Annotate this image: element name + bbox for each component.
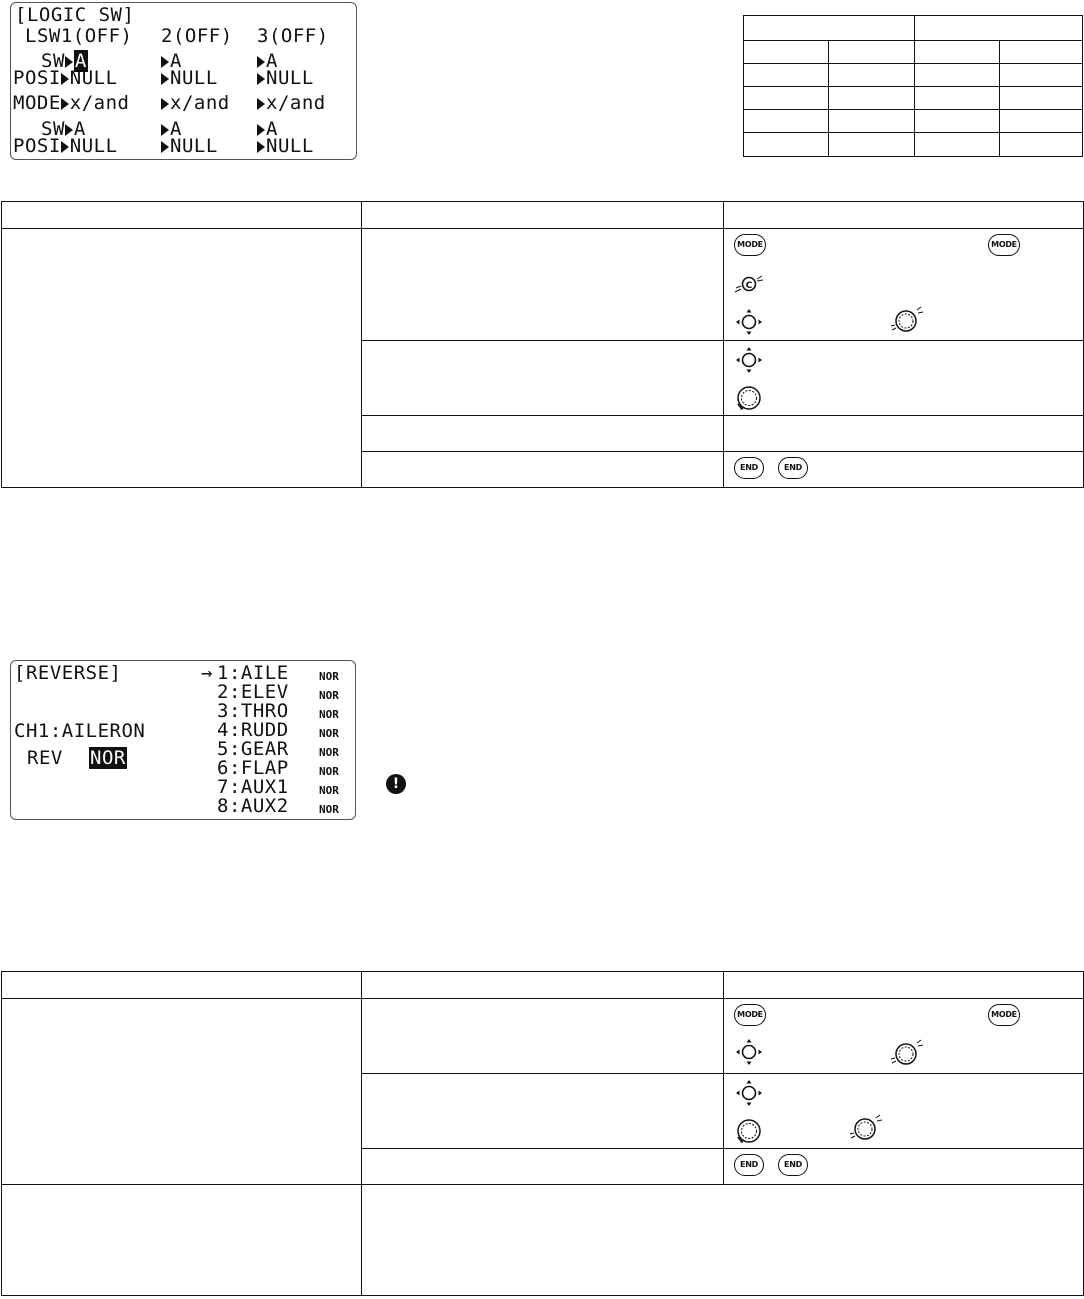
header-cell (724, 972, 1084, 999)
grid-cell (915, 110, 1000, 133)
sw2-value[interactable]: A (266, 118, 278, 140)
channel-name-label: CH1:AILERON (14, 720, 146, 742)
channel-item[interactable]: 1:AILE (217, 662, 289, 684)
step-cell (2, 1185, 362, 1296)
lsw2-header: 2(OFF) (161, 25, 233, 47)
end-button-icon: END (734, 457, 764, 479)
arrow-icon (161, 73, 169, 85)
mode-row (13, 94, 129, 113)
posi2-value[interactable]: NULL (170, 135, 218, 157)
mode-value[interactable]: x/and (266, 92, 326, 114)
grid-cell (744, 41, 829, 64)
operation-cell (724, 999, 1084, 1074)
sw1-value[interactable]: A (266, 50, 278, 72)
grid-cell (915, 87, 1000, 110)
step-cell (2, 229, 362, 488)
end-button-icon: END (778, 1154, 808, 1176)
posi1-col2 (161, 69, 218, 88)
channel-status: NOR (319, 727, 339, 740)
grid-cell (829, 133, 915, 157)
lsw3-header: 3(OFF) (257, 25, 329, 47)
arrow-icon (161, 98, 169, 110)
icon-row (724, 341, 1083, 378)
push-dial-icon (732, 271, 766, 297)
rotary-dial-icon (889, 1037, 925, 1067)
arrow-icon (257, 98, 265, 110)
posi-label: POSI (13, 135, 61, 157)
arrow-icon (257, 56, 265, 68)
channel-status: NOR (319, 765, 339, 778)
icon-row (724, 1036, 1083, 1073)
cursor-pad-icon (734, 1079, 764, 1107)
channel-status: NOR (319, 670, 339, 683)
rotary-dial-icon (734, 383, 764, 413)
grid-cell (744, 87, 829, 110)
header-cell (362, 202, 724, 229)
push-rotary-dial-icon (848, 1112, 884, 1142)
grid-cell (744, 16, 915, 41)
step-desc-cell (362, 1149, 724, 1185)
icon-row (724, 1111, 1083, 1148)
channel-item[interactable]: 8:AUX2 (217, 795, 289, 817)
mode-button-icon: MODE (734, 1004, 766, 1026)
arrow-icon (161, 124, 169, 136)
operation-cell (724, 452, 1084, 488)
grid-cell (744, 133, 829, 157)
operation-cell (724, 1074, 1084, 1149)
icon-row (724, 378, 1083, 415)
rev-value[interactable]: NOR (90, 747, 126, 769)
header-cell (362, 972, 724, 999)
grid-cell (1000, 110, 1083, 133)
mode-col3 (257, 94, 326, 113)
arrow-icon (61, 73, 69, 85)
grid-cell (915, 133, 1000, 157)
warning-icon: ! (386, 774, 406, 794)
cursor-pad-icon (734, 1038, 764, 1066)
channel-cursor-arrow: → (201, 662, 213, 684)
header-cell (2, 202, 362, 229)
cursor-pad-icon (734, 346, 764, 374)
channel-item[interactable]: 6:FLAP (217, 757, 289, 779)
step-desc-cell (362, 229, 724, 341)
grid-cell (1000, 87, 1083, 110)
end-button-icon: END (734, 1154, 764, 1176)
channel-status: NOR (319, 689, 339, 702)
step-desc-cell (362, 999, 724, 1074)
icon-row (724, 999, 1083, 1036)
grid-cell (915, 64, 1000, 87)
arrow-icon (161, 56, 169, 68)
grid-cell (915, 16, 1083, 41)
notes-cell (362, 1185, 1084, 1296)
step-desc-cell (362, 416, 724, 452)
channel-status: NOR (319, 708, 339, 721)
channel-status: NOR (319, 784, 339, 797)
step-cell (2, 999, 362, 1185)
posi-label: POSI (13, 67, 61, 89)
channel-status: NOR (319, 746, 339, 759)
header-cell (724, 202, 1084, 229)
channel-item[interactable]: 3:THRO (217, 700, 289, 722)
channel-item[interactable]: 4:RUDD (217, 719, 289, 741)
reverse-lcd-screen (10, 660, 356, 820)
header-cell (2, 972, 362, 999)
grid-cell (829, 87, 915, 110)
posi-row-2 (13, 137, 118, 156)
sw1-value-selected[interactable]: A (74, 50, 87, 72)
logic-sw-procedure-table (1, 201, 1084, 488)
icon-row (724, 1074, 1083, 1111)
mode-button-icon: MODE (734, 234, 766, 256)
operation-cell (724, 229, 1084, 341)
lsw1-header: LSW1(OFF) (25, 25, 133, 47)
posi1-value[interactable]: NULL (69, 67, 118, 89)
icon-row (724, 452, 1083, 486)
channel-status: NOR (319, 803, 339, 816)
channel-item[interactable]: 5:GEAR (217, 738, 289, 760)
operation-cell (724, 416, 1084, 452)
step-desc-cell (362, 452, 724, 488)
channel-item[interactable]: 7:AUX1 (217, 776, 289, 798)
operation-cell (724, 1149, 1084, 1185)
logic-sw-lcd-screen (10, 2, 357, 160)
rotary-dial-icon (734, 1116, 764, 1146)
grid-cell (1000, 41, 1083, 64)
lcd-title: [REVERSE] (14, 662, 122, 684)
rotary-dial-icon (889, 304, 925, 334)
sw-label: SW (41, 118, 65, 140)
mode-label: MODE (13, 92, 61, 114)
lcd-title: [LOGIC SW] (15, 4, 135, 26)
posi2-value[interactable]: NULL (266, 135, 314, 157)
operation-cell (724, 341, 1084, 416)
mode-value[interactable]: x/and (170, 92, 230, 114)
grid-cell (829, 110, 915, 133)
reverse-procedure-table (1, 971, 1084, 1296)
rev-label: REV (27, 747, 63, 769)
grid-cell (829, 41, 915, 64)
step-desc-cell (362, 341, 724, 416)
icon-row (724, 229, 1083, 266)
posi2-value[interactable]: NULL (69, 135, 118, 157)
arrow-icon (61, 141, 69, 153)
sw-label: SW (41, 50, 65, 72)
channel-item[interactable]: 2:ELEV (217, 681, 289, 703)
grid-cell (744, 64, 829, 87)
posi1-col3 (257, 69, 314, 88)
posi2-col2 (161, 137, 218, 156)
icon-row (724, 266, 1083, 303)
truth-table-grid (743, 15, 1083, 157)
icon-row (724, 303, 1083, 340)
grid-cell (1000, 133, 1083, 157)
mode-button-icon: MODE (988, 1004, 1020, 1026)
svg-text:C: C (745, 281, 753, 291)
mode-button-icon: MODE (988, 234, 1020, 256)
sw1-value[interactable]: A (170, 50, 182, 72)
grid-cell (915, 41, 1000, 64)
grid-cell (1000, 64, 1083, 87)
arrow-icon (257, 124, 265, 136)
step-desc-cell (362, 1074, 724, 1149)
grid-cell (829, 64, 915, 87)
icon-row (724, 1149, 1083, 1183)
sw2-value[interactable]: A (73, 118, 86, 140)
arrow-icon (257, 73, 265, 85)
mode-col2 (161, 94, 230, 113)
grid-cell (744, 110, 829, 133)
posi-row-1 (13, 69, 118, 88)
cursor-pad-icon (734, 308, 764, 336)
mode-value[interactable]: x/and (69, 92, 130, 114)
posi1-value[interactable]: NULL (266, 67, 314, 89)
arrow-icon (161, 141, 169, 153)
sw2-value[interactable]: A (170, 118, 182, 140)
arrow-icon (61, 98, 69, 110)
arrow-icon (257, 141, 265, 153)
rev-value-selected[interactable] (89, 749, 127, 768)
posi1-value[interactable]: NULL (170, 67, 218, 89)
end-button-icon: END (778, 457, 808, 479)
posi2-col3 (257, 137, 314, 156)
